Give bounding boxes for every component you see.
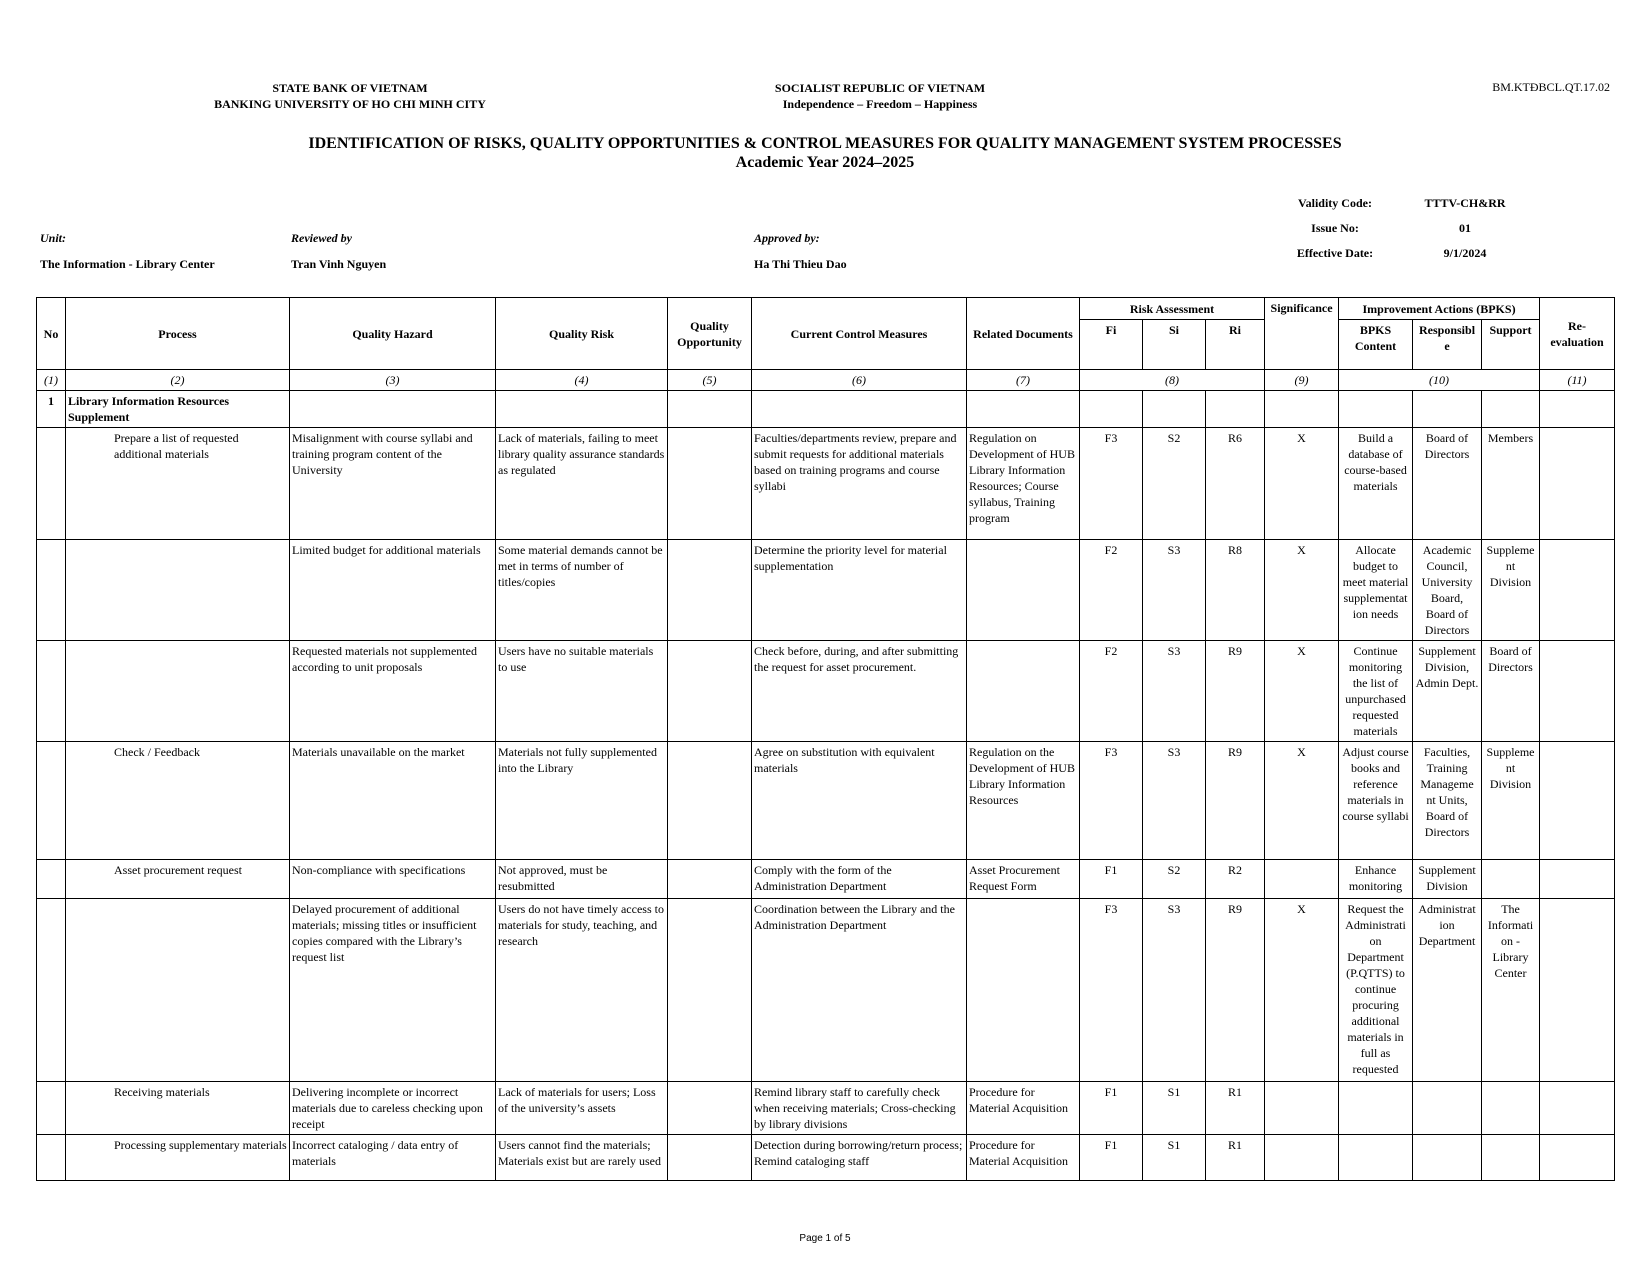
row-si: S1 — [1143, 1082, 1206, 1135]
row-process — [66, 641, 290, 742]
row-control: Remind library staff to carefully check when receiving materials; Cross-checking by library divisions — [752, 1082, 967, 1135]
row-no — [37, 540, 66, 641]
row-control: Agree on substitution with equivalent materials — [752, 742, 967, 860]
unit-value: The Information - Library Center — [40, 257, 215, 271]
row-risk: Lack of materials, failing to meet library quality assurance standards as regulated — [496, 428, 668, 540]
header-bpks-content: BPKS Content — [1339, 320, 1413, 370]
row-bpks-content: Allocate budget to meet material supplementat ion needs — [1339, 540, 1413, 641]
row-docs — [967, 641, 1080, 742]
row-reevaluation — [1540, 641, 1615, 742]
national-line-2: Independence – Freedom – Happiness — [782, 97, 978, 111]
header-risk-assessment: Risk Assessment — [1080, 298, 1265, 320]
row-risk: Lack of materials for users; Loss of the university’s assets — [496, 1082, 668, 1135]
row-docs — [967, 899, 1080, 1082]
header-si: Si — [1143, 320, 1206, 370]
table-row — [37, 742, 1615, 860]
header-responsible: Responsibl e — [1413, 320, 1482, 370]
row-hazard: Limited budget for additional materials — [290, 540, 496, 641]
row-fi: F3 — [1080, 899, 1143, 1082]
section-title: Library Information Resources Supplement — [66, 391, 290, 428]
row-fi: F1 — [1080, 1082, 1143, 1135]
row-ri: R1 — [1206, 1135, 1265, 1181]
approved-value: Ha Thi Thieu Dao — [754, 257, 847, 271]
header-process: Process — [66, 298, 290, 370]
row-significance — [1265, 1135, 1339, 1181]
row-control: Comply with the form of the Administration Department — [752, 860, 967, 899]
title-line-2: Academic Year 2024–2025 — [735, 154, 915, 171]
row-no — [37, 641, 66, 742]
header-risk: Quality Risk — [496, 298, 668, 370]
table-row — [37, 899, 1615, 1082]
row-responsible — [1413, 1082, 1482, 1135]
row-ri: R9 — [1206, 899, 1265, 1082]
col-number: (10) — [1339, 370, 1540, 391]
row-reevaluation — [1540, 899, 1615, 1082]
row-fi: F3 — [1080, 428, 1143, 540]
reviewed-label: Reviewed by — [291, 231, 352, 245]
row-support — [1482, 860, 1540, 899]
issue-no-value: 01 — [1459, 221, 1471, 235]
national-header — [680, 80, 1080, 112]
row-support — [1482, 1082, 1540, 1135]
row-risk: Some material demands cannot be met in terms of number of titles/copies — [496, 540, 668, 641]
row-hazard: Non-compliance with specifications — [290, 860, 496, 899]
row-no — [37, 428, 66, 540]
row-fi: F3 — [1080, 742, 1143, 860]
row-risk: Materials not fully supplemented into the Library — [496, 742, 668, 860]
validity-code-label: Validity Code: — [1298, 196, 1372, 210]
table-row — [37, 1082, 1615, 1135]
row-control: Check before, during, and after submitting the request for asset procurement. — [752, 641, 967, 742]
row-responsible — [1413, 1135, 1482, 1181]
row-ri: R8 — [1206, 540, 1265, 641]
row-bpks-content — [1339, 1135, 1413, 1181]
issue-no-label: Issue No: — [1311, 221, 1359, 235]
issuer-line-1: STATE BANK OF VIETNAM — [272, 81, 428, 95]
row-support — [1482, 1135, 1540, 1181]
row-fi: F1 — [1080, 1135, 1143, 1181]
row-reevaluation — [1540, 860, 1615, 899]
row-control: Detection during borrowing/return process; Remind cataloging staff — [752, 1135, 967, 1181]
row-risk: Users do not have timely access to materials for study, teaching, and research — [496, 899, 668, 1082]
row-responsible: Supplement Division, Admin Dept. — [1413, 641, 1482, 742]
row-bpks-content: Continue monitoring the list of unpurchased requested materials — [1339, 641, 1413, 742]
table-row — [37, 641, 1615, 742]
header-improvement: Improvement Actions (BPKS) — [1339, 298, 1540, 320]
row-support: Board of Directors — [1482, 641, 1540, 742]
row-process: Prepare a list of requested additional materials — [66, 428, 290, 540]
header-significance: Significance — [1265, 298, 1339, 370]
row-control: Faculties/departments review, prepare and submit requests for additional materials based on training programs and course syllabi — [752, 428, 967, 540]
col-number: (11) — [1540, 370, 1615, 391]
national-line-1: SOCIALIST REPUBLIC OF VIETNAM — [774, 81, 986, 95]
row-no — [37, 1082, 66, 1135]
row-responsible: Supplement Division — [1413, 860, 1482, 899]
validity-code-value: TTTV-CH&RR — [1424, 196, 1506, 210]
row-significance: X — [1265, 742, 1339, 860]
row-process: Asset procurement request — [66, 860, 290, 899]
col-number: (9) — [1265, 370, 1339, 391]
row-si: S1 — [1143, 1135, 1206, 1181]
table-row — [37, 540, 1615, 641]
risk-table — [36, 297, 1615, 1181]
row-significance: X — [1265, 899, 1339, 1082]
row-docs: Procedure for Material Acquisition — [967, 1082, 1080, 1135]
row-si: S3 — [1143, 899, 1206, 1082]
row-reevaluation — [1540, 540, 1615, 641]
row-risk: Users have no suitable materials to use — [496, 641, 668, 742]
document-title — [0, 134, 1650, 172]
table-row — [37, 1135, 1615, 1181]
row-opportunity — [668, 641, 752, 742]
issuer-header — [150, 80, 550, 112]
row-docs: Asset Procurement Request Form — [967, 860, 1080, 899]
reviewed-value: Tran Vinh Nguyen — [291, 257, 387, 271]
col-number: (8) — [1080, 370, 1265, 391]
unit-label: Unit: — [40, 231, 67, 245]
row-control: Coordination between the Library and the Administration Department — [752, 899, 967, 1082]
row-hazard: Requested materials not supplemented according to unit proposals — [290, 641, 496, 742]
header-docs: Related Documents — [967, 298, 1080, 370]
row-fi: F1 — [1080, 860, 1143, 899]
header-hazard: Quality Hazard — [290, 298, 496, 370]
header-reevaluation: Re-evaluation — [1540, 298, 1615, 370]
row-significance: X — [1265, 540, 1339, 641]
effective-date-value: 9/1/2024 — [1443, 246, 1487, 260]
row-no — [37, 899, 66, 1082]
col-number: (4) — [496, 370, 668, 391]
row-ri: R9 — [1206, 641, 1265, 742]
title-line-1: IDENTIFICATION OF RISKS, QUALITY OPPORTUNITIES & CONTROL MEASURES FOR QUALITY MANAGEMENT SYSTEM PROCESSES — [308, 135, 1342, 152]
col-number: (6) — [752, 370, 967, 391]
row-process: Processing supplementary materials — [66, 1135, 290, 1181]
row-fi: F2 — [1080, 540, 1143, 641]
header-no: No — [37, 298, 66, 370]
col-number: (5) — [668, 370, 752, 391]
row-opportunity — [668, 540, 752, 641]
row-significance — [1265, 860, 1339, 899]
row-process — [66, 899, 290, 1082]
row-hazard: Materials unavailable on the market — [290, 742, 496, 860]
row-si: S3 — [1143, 742, 1206, 860]
row-reevaluation — [1540, 742, 1615, 860]
col-number: (1) — [37, 370, 66, 391]
page-footer: Page 1 of 5 — [799, 1233, 851, 1244]
section-row — [37, 391, 1615, 428]
row-no — [37, 742, 66, 860]
row-opportunity — [668, 428, 752, 540]
row-bpks-content: Request the Administrati on Department (P.QTTS) to continue procuring additional materials in full as requested — [1339, 899, 1413, 1082]
row-hazard: Delayed procurement of additional materials; missing titles or insufficient copies compared with the Library’s request list — [290, 899, 496, 1082]
row-bpks-content: Enhance monitoring — [1339, 860, 1413, 899]
col-number: (3) — [290, 370, 496, 391]
header-ri: Ri — [1206, 320, 1265, 370]
row-responsible: Board of Directors — [1413, 428, 1482, 540]
effective-date-label: Effective Date: — [1296, 246, 1374, 260]
row-reevaluation — [1540, 428, 1615, 540]
row-si: S3 — [1143, 540, 1206, 641]
row-opportunity — [668, 1135, 752, 1181]
validity-block — [1270, 196, 1530, 271]
row-si: S2 — [1143, 428, 1206, 540]
section-no: 1 — [37, 391, 66, 428]
row-process — [66, 540, 290, 641]
row-fi: F2 — [1080, 641, 1143, 742]
header-support: Support — [1482, 320, 1540, 370]
issuer-line-2: BANKING UNIVERSITY OF HO CHI MINH CITY — [214, 97, 486, 111]
header-opportunity: Quality Opportunity — [668, 298, 752, 370]
row-support: Suppleme nt Division — [1482, 540, 1540, 641]
row-reevaluation — [1540, 1082, 1615, 1135]
row-reevaluation — [1540, 1135, 1615, 1181]
row-risk: Users cannot find the materials; Materials exist but are rarely used — [496, 1135, 668, 1181]
row-control: Determine the priority level for material supplementation — [752, 540, 967, 641]
row-support: Suppleme nt Division — [1482, 742, 1540, 860]
row-no — [37, 1135, 66, 1181]
row-ri: R1 — [1206, 1082, 1265, 1135]
row-bpks-content — [1339, 1082, 1413, 1135]
header-fi: Fi — [1080, 320, 1143, 370]
row-bpks-content: Build a database of course-based materials — [1339, 428, 1413, 540]
row-opportunity — [668, 860, 752, 899]
row-significance: X — [1265, 641, 1339, 742]
table-row — [37, 860, 1615, 899]
row-docs: Regulation on Development of HUB Library Information Resources; Course syllabus, Training program — [967, 428, 1080, 540]
row-ri: R6 — [1206, 428, 1265, 540]
col-number: (2) — [66, 370, 290, 391]
row-hazard: Misalignment with course syllabi and training program content of the University — [290, 428, 496, 540]
row-docs — [967, 540, 1080, 641]
row-hazard: Delivering incomplete or incorrect materials due to careless checking upon receipt — [290, 1082, 496, 1135]
approved-label: Approved by: — [754, 231, 820, 245]
row-responsible: Faculties, Training Manageme nt Units, Board of Directors — [1413, 742, 1482, 860]
row-opportunity — [668, 899, 752, 1082]
row-si: S3 — [1143, 641, 1206, 742]
row-bpks-content: Adjust course books and reference materials in course syllabi — [1339, 742, 1413, 860]
row-support: The Informati on - Library Center — [1482, 899, 1540, 1082]
row-ri: R2 — [1206, 860, 1265, 899]
row-si: S2 — [1143, 860, 1206, 899]
row-process: Receiving materials — [66, 1082, 290, 1135]
row-ri: R9 — [1206, 742, 1265, 860]
table-row — [37, 428, 1615, 540]
row-significance — [1265, 1082, 1339, 1135]
row-responsible: Administrat ion Department — [1413, 899, 1482, 1082]
row-support: Members — [1482, 428, 1540, 540]
form-code: BM.KTĐBCL.QT.17.02 — [1492, 80, 1610, 94]
row-opportunity — [668, 1082, 752, 1135]
row-significance: X — [1265, 428, 1339, 540]
row-docs: Procedure for Material Acquisition — [967, 1135, 1080, 1181]
header-control: Current Control Measures — [752, 298, 967, 370]
row-no — [37, 860, 66, 899]
row-responsible: Academic Council, University Board, Board of Directors — [1413, 540, 1482, 641]
col-number: (7) — [967, 370, 1080, 391]
row-docs: Regulation on the Development of HUB Library Information Resources — [967, 742, 1080, 860]
row-hazard: Incorrect cataloging / data entry of materials — [290, 1135, 496, 1181]
row-opportunity — [668, 742, 752, 860]
row-process: Check / Feedback — [66, 742, 290, 860]
row-risk: Not approved, must be resubmitted — [496, 860, 668, 899]
